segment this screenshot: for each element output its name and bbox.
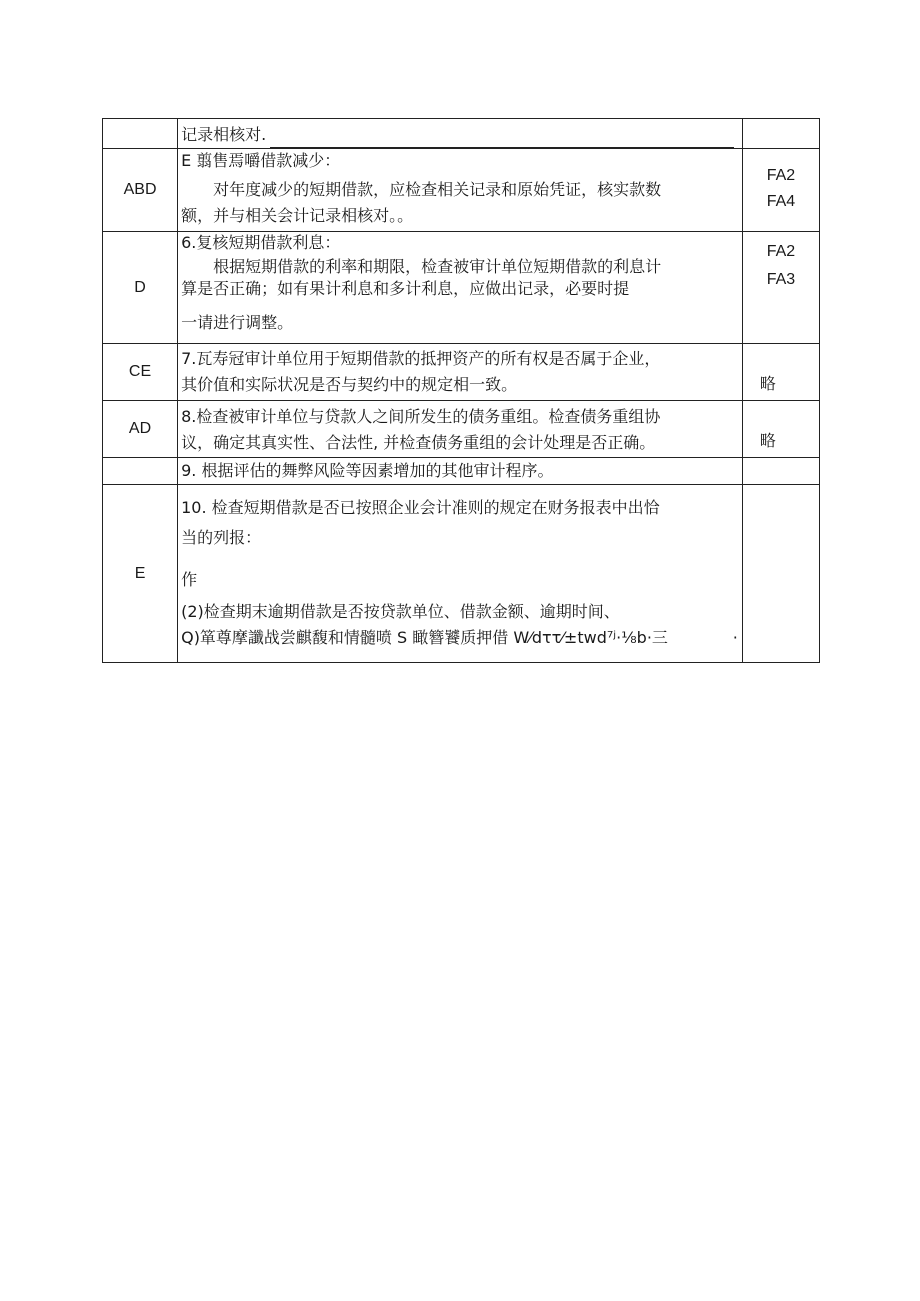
procedure-line: 一请进行调整。	[181, 313, 294, 332]
procedure-cell	[178, 344, 743, 401]
procedure-line: 算是否正确；如有果计利息和多计利息，应做出记录，必要时提	[181, 279, 630, 298]
reference-cell	[742, 485, 819, 663]
reference-code: FA2	[766, 243, 796, 260]
reference-cell	[742, 149, 819, 232]
table-row	[103, 401, 820, 458]
assertion-cell	[103, 119, 178, 149]
reference-cell	[742, 232, 819, 344]
audit-procedure-table	[102, 118, 820, 663]
table-row	[103, 458, 820, 485]
procedure-cell	[178, 485, 743, 663]
assertion-cell: AD	[103, 401, 178, 458]
trailing-mark: ·	[732, 628, 738, 647]
procedure-line: 10. 检查短期借款是否已按照企业会计准则的规定在财务报表中出恰	[181, 498, 660, 517]
assertion-cell: E	[103, 485, 178, 663]
table-row	[103, 149, 820, 232]
procedure-line	[181, 625, 738, 651]
reference-cell	[742, 458, 819, 485]
reference-cell	[742, 401, 819, 458]
procedure-line: 9. 根据评估的舞弊风险等因素增加的其他审计程序。	[181, 461, 554, 480]
procedure-line: 作	[181, 570, 198, 589]
underline-blank	[270, 127, 734, 148]
procedure-line-text: Q)箪尊摩讖战尝麒馥和情髓喷 S 瞰簪饕质押借 W⁄dττ⁄±twd⁷ʲ·⅛b·三	[181, 628, 668, 647]
table-row	[103, 485, 820, 663]
procedure-line: 议，确定其真实性、合法性, 并检查债务重组的会计处理是否正确。	[181, 433, 656, 452]
procedure-heading: 6.复核短期借款利息：	[181, 233, 341, 252]
table-row	[103, 232, 820, 344]
table-row	[103, 344, 820, 401]
table-row	[103, 119, 820, 149]
procedure-line: 记录相核对.	[181, 125, 267, 144]
procedure-cell	[178, 458, 743, 485]
assertion-cell: ABD	[103, 149, 178, 232]
reference-code: 略	[759, 433, 776, 450]
procedure-heading: E 翦售焉嚼借款减少：	[181, 151, 341, 170]
procedure-line: 7.瓦寿冠审计单位用于短期借款的抵押资产的所有权是否属于企业，	[181, 349, 661, 368]
procedure-line: 其价值和实际状况是否与契约中的规定相一致。	[181, 375, 518, 394]
procedure-cell	[178, 149, 743, 232]
procedure-cell	[178, 401, 743, 458]
procedure-cell	[178, 232, 743, 344]
reference-code: FA3	[766, 271, 796, 288]
reference-code: FA4	[766, 193, 796, 210]
reference-code: 略	[759, 376, 776, 393]
procedure-cell	[178, 119, 743, 149]
procedure-line: 当的列报：	[181, 528, 262, 547]
reference-code: FA2	[766, 167, 796, 184]
reference-cell	[742, 119, 819, 149]
assertion-cell: D	[103, 232, 178, 344]
procedure-line: 8.检查被审计单位与贷款人之间所发生的债务重组。检查债务重组协	[181, 407, 661, 426]
assertion-cell	[103, 458, 178, 485]
assertion-cell: CE	[103, 344, 178, 401]
procedure-line: 根据短期借款的利率和期限，检查被审计单位短期借款的利息计	[213, 257, 662, 276]
procedure-line: (2)检查期末逾期借款是否按贷款单位、借款金额、逾期时间、	[181, 602, 620, 621]
procedure-line: 额，并与相关会计记录相核对。。	[181, 206, 414, 225]
procedure-line: 对年度减少的短期借款，应检查相关记录和原始凭证，核实款数	[213, 180, 662, 199]
reference-cell	[742, 344, 819, 401]
